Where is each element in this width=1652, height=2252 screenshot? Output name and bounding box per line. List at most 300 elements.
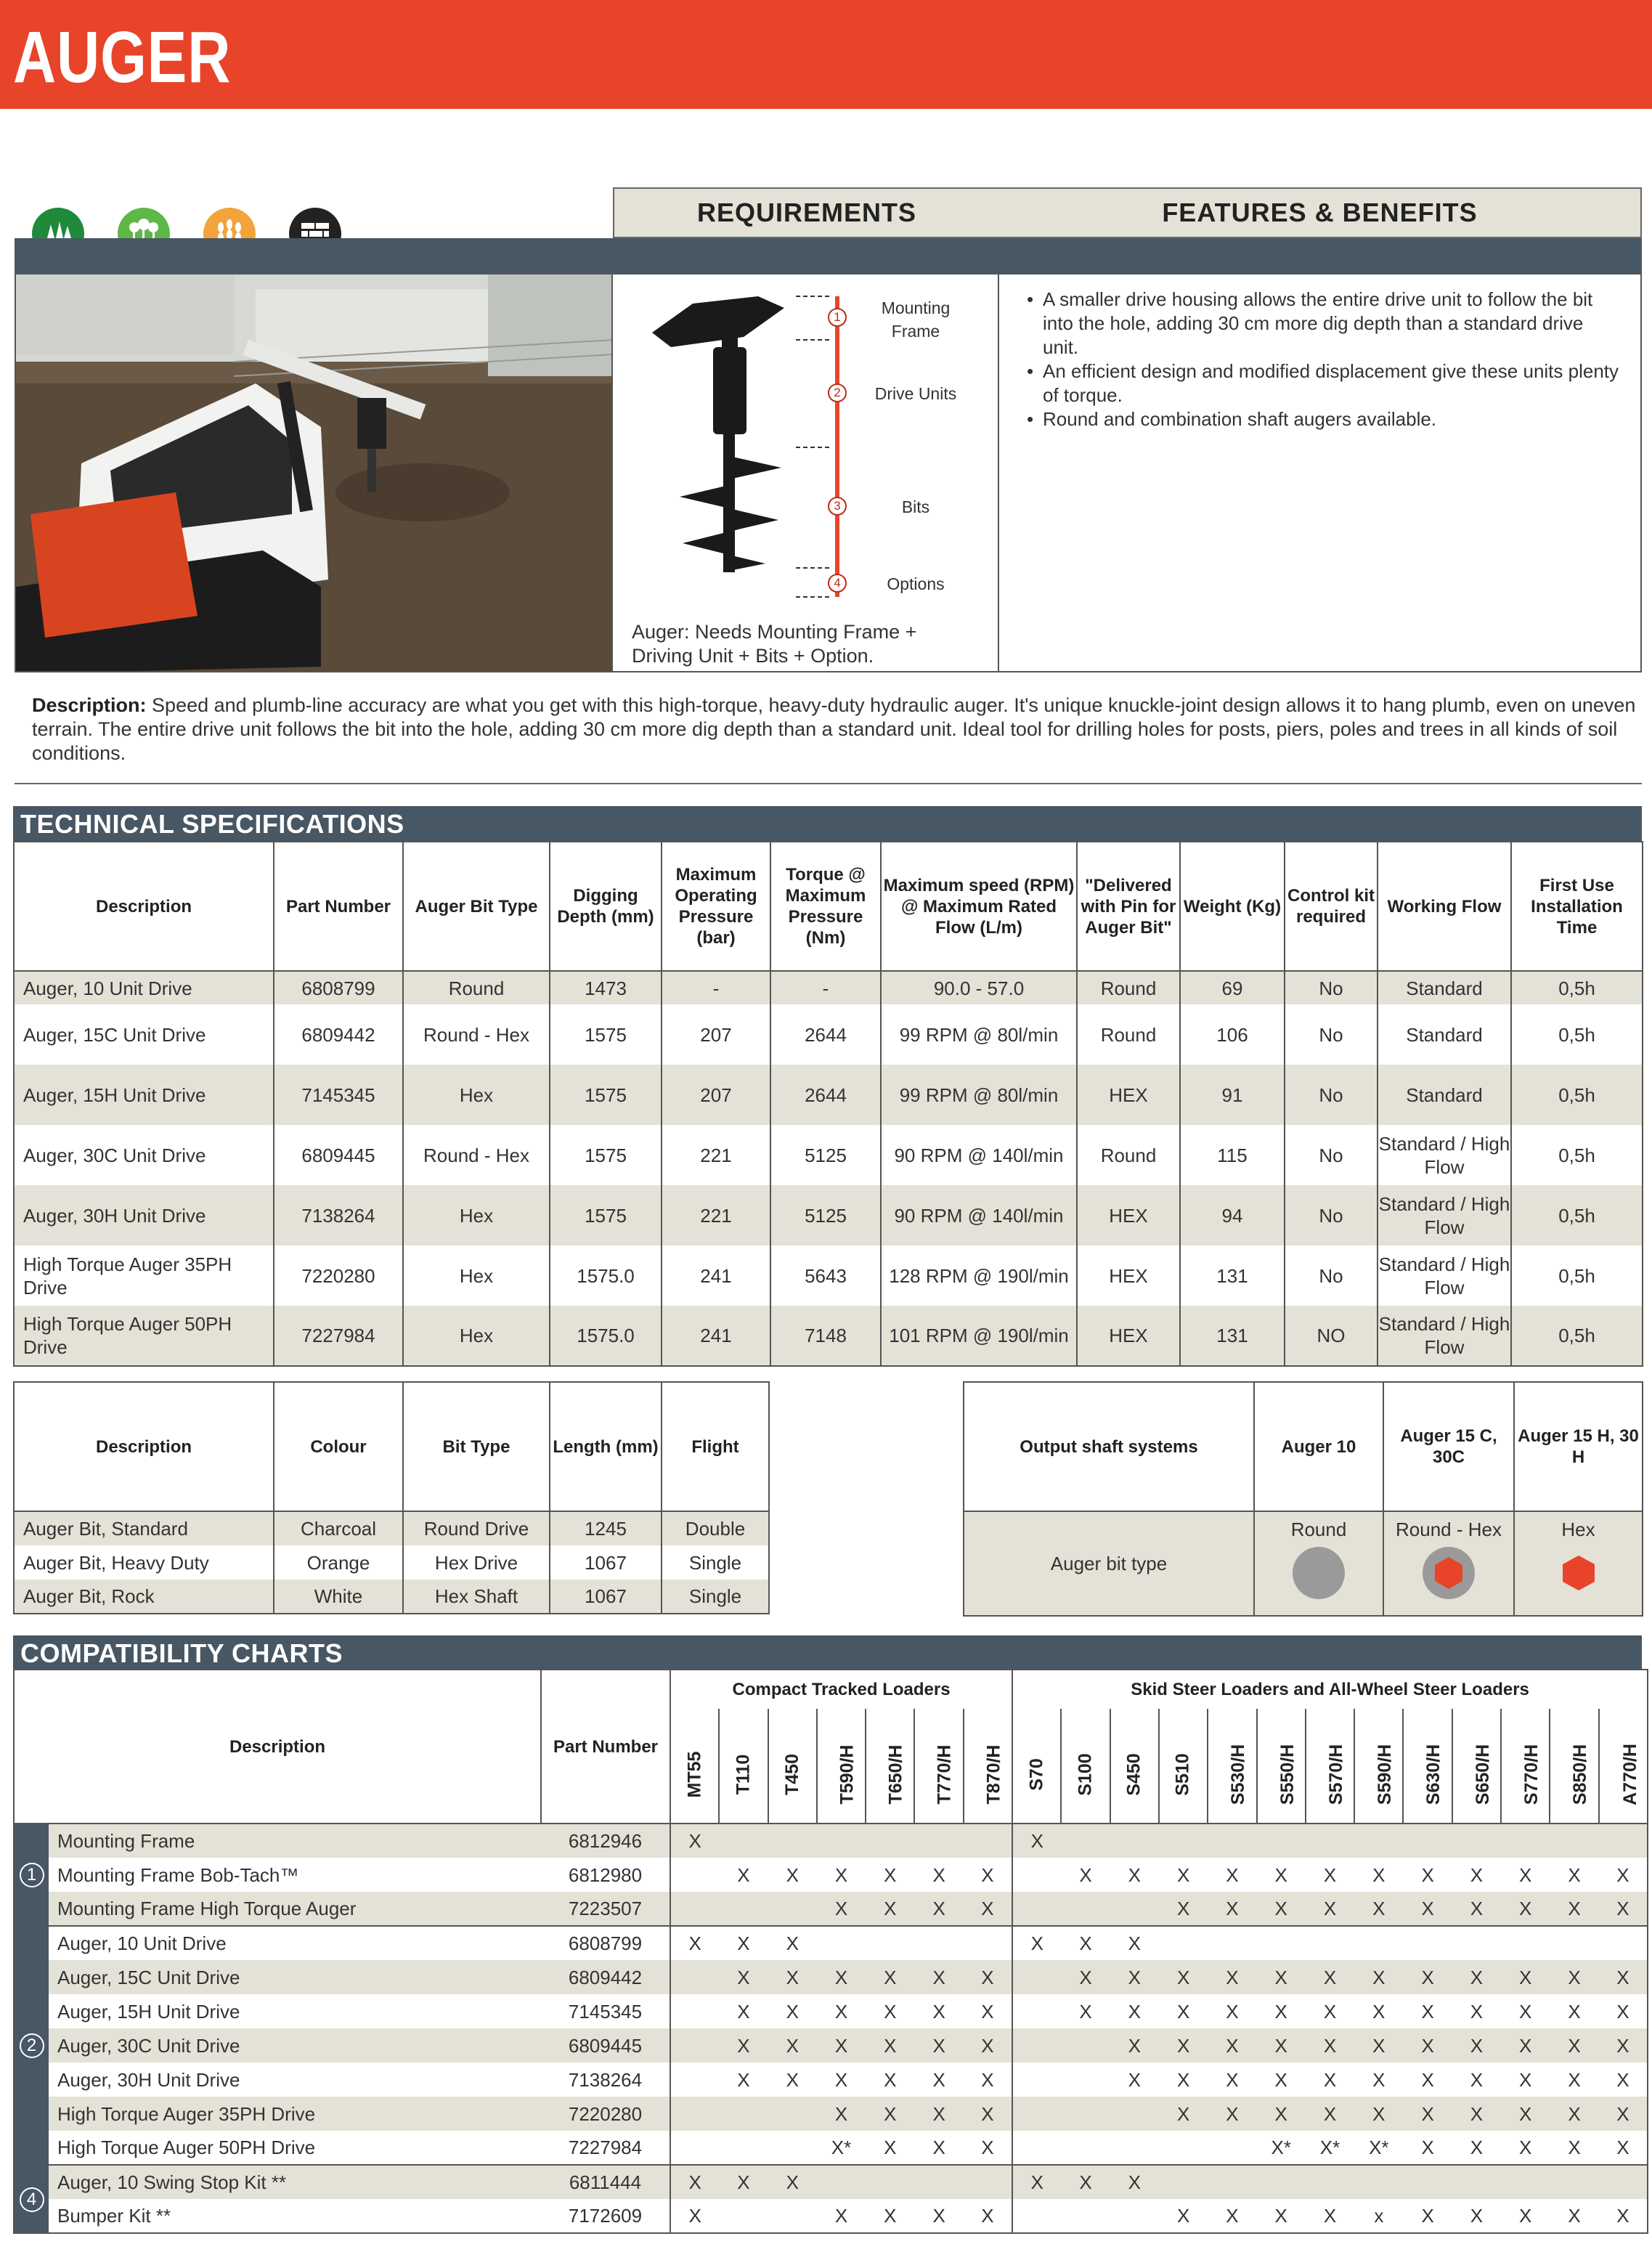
spec-cell: 1575.0: [550, 1245, 662, 1306]
table-row: [14, 2199, 1648, 2233]
model-label: S550/H: [1277, 1744, 1298, 1805]
compat-mark: X: [914, 2097, 963, 2131]
spec-cell: 0,5h: [1511, 1185, 1643, 1245]
bit-description: Auger Bit, Heavy Duty: [14, 1545, 274, 1580]
compat-mark: X: [1599, 1892, 1648, 1926]
model-label: S770/H: [1521, 1744, 1542, 1805]
table-row: [14, 1960, 1648, 1994]
divider: [15, 783, 1642, 784]
table-row: [14, 2165, 1648, 2199]
compat-mark: [670, 2131, 719, 2165]
compat-mark: X: [981, 2000, 994, 2023]
model-s630-h: [1403, 1709, 1452, 1824]
spec-cell: 0,5h: [1511, 1065, 1643, 1125]
group-marker: [14, 2165, 49, 2233]
table-row: [14, 1185, 1643, 1245]
compat-mark: X: [981, 2137, 994, 2158]
compat-mark: X: [1128, 1863, 1141, 1886]
compat-mark: X: [1061, 2165, 1110, 2199]
spec-cell: 90.0 - 57.0: [881, 971, 1077, 1004]
compat-mark: X: [1599, 1960, 1648, 1994]
compatibility-table: [13, 1669, 1648, 2234]
spec-cell: 90 RPM @ 140l/min: [881, 1185, 1077, 1245]
spec-cell: Round: [1077, 1004, 1180, 1065]
compat-mark: X: [1176, 1863, 1190, 1886]
compat-mark: X: [1012, 1824, 1061, 1858]
compat-mark: X: [914, 2028, 963, 2062]
col-delivered-pin: "Delivered with Pin for Auger Bit": [1077, 842, 1180, 971]
col-flight: Flight: [662, 1382, 769, 1511]
compat-mark: X: [1550, 2097, 1598, 2131]
compat-mark: X: [1274, 2068, 1287, 2091]
compat-mark: [1061, 2131, 1110, 2165]
model-label: A770/H: [1619, 1744, 1640, 1805]
compat-mark: X: [1519, 1863, 1532, 1886]
compat-mark: [1599, 1926, 1648, 1960]
compat-mark: X: [914, 1892, 963, 1926]
table-row: [14, 971, 1643, 1004]
bit-description: Auger Bit, Rock: [14, 1580, 274, 1614]
compat-mark: [1501, 2165, 1550, 2199]
compat-mark: X: [1616, 2137, 1629, 2158]
compat-mark: [670, 1994, 719, 2028]
col-bit-type: Auger Bit Type: [403, 842, 550, 971]
spec-cell: 1575: [550, 1004, 662, 1065]
compat-mark: [719, 1824, 768, 1858]
group-compact-tracked-loaders: Compact Tracked Loaders: [670, 1670, 1012, 1709]
spec-cell: 7145345: [274, 1065, 403, 1125]
col-description: Description: [14, 1670, 541, 1824]
compat-mark: [1012, 1892, 1061, 1926]
compat-mark: X: [964, 2028, 1012, 2062]
table-row: [14, 1926, 1648, 1960]
compat-mark: X: [670, 1824, 719, 1858]
compat-description: Mounting Frame: [49, 1824, 541, 1858]
compat-mark: X: [1501, 1892, 1550, 1926]
compat-mark: [914, 1824, 963, 1858]
col-pressure: Maximum Operating Pressure (bar): [662, 842, 770, 971]
compat-part-number: 6809445: [541, 2028, 670, 2062]
compat-mark: X: [737, 2068, 750, 2091]
compat-mark: X: [1616, 2068, 1629, 2091]
requirements-header: REQUIREMENTS: [613, 187, 1001, 238]
compat-mark: X: [817, 2028, 866, 2062]
compat-mark: X: [1568, 2068, 1581, 2091]
requirements-note: Auger: Needs Mounting Frame + Driving Unit + Bits + Option.: [632, 621, 917, 667]
compat-mark: X: [1159, 2097, 1208, 2131]
compat-mark: X: [768, 1926, 817, 1960]
output-shaft-table: [963, 1381, 1643, 1617]
spec-cell: Hex: [403, 1065, 550, 1125]
model-t450: [768, 1709, 817, 1824]
spec-cell: No: [1285, 1245, 1378, 1306]
spec-cell: Standard / High Flow: [1378, 1306, 1511, 1366]
compat-mark: [1403, 1926, 1452, 1960]
spec-cell: HEX: [1077, 1065, 1180, 1125]
compat-mark: X: [964, 1892, 1012, 1926]
model-label: T590/H: [837, 1744, 858, 1805]
auger-bits-table: [13, 1381, 770, 1614]
model-label: MT55: [684, 1751, 705, 1798]
spec-cell: Standard / High Flow: [1378, 1185, 1511, 1245]
model-s650-h: [1452, 1709, 1501, 1824]
compat-mark: X: [768, 2028, 817, 2062]
compat-mark: X: [1599, 2028, 1648, 2062]
part-label-drive-units: Drive Units: [874, 384, 957, 403]
round-shaft-icon: [1291, 1545, 1346, 1601]
model-s100: [1061, 1709, 1110, 1824]
table-row: [14, 1511, 769, 1545]
compat-mark: X: [1274, 2205, 1287, 2227]
feature-item: • Round and combination shaft augers available.: [1027, 407, 1622, 431]
spec-cell: HEX: [1077, 1245, 1180, 1306]
compat-part-number: 6808799: [541, 1926, 670, 1960]
compat-mark: [1550, 2165, 1598, 2199]
compat-description: Mounting Frame High Torque Auger: [49, 1892, 541, 1926]
spec-description: Auger, 30C Unit Drive: [14, 1125, 274, 1185]
features-list: [1027, 288, 1622, 431]
compat-mark: X: [834, 2068, 848, 2091]
bit-cell: Single: [662, 1580, 769, 1614]
compat-mark: X: [719, 1926, 768, 1960]
compat-mark: X: [1421, 2137, 1434, 2158]
compat-mark: X: [1012, 1926, 1061, 1960]
compat-mark: [670, 1858, 719, 1892]
compat-mark: X: [964, 1960, 1012, 1994]
model-label: S100: [1075, 1753, 1096, 1796]
compat-mark: [1159, 1824, 1208, 1858]
compat-mark: [1306, 1926, 1354, 1960]
spec-cell: Standard: [1378, 971, 1511, 1004]
hex-shaft-icon: [1551, 1545, 1606, 1601]
col-auger-15c-30c: Auger 15 C, 30C: [1383, 1382, 1514, 1511]
compat-mark: X: [1323, 1863, 1337, 1886]
compat-mark: [670, 1960, 719, 1994]
compat-description: Auger, 15H Unit Drive: [57, 2000, 240, 2023]
model-t590-h: [817, 1709, 866, 1824]
spec-cell: Hex: [403, 1306, 550, 1366]
compat-mark: X: [817, 2097, 866, 2131]
compat-mark: X: [1403, 2028, 1452, 2062]
compat-mark: [1452, 1926, 1501, 1960]
compat-mark: [1061, 1824, 1110, 1858]
compat-description: Auger, 10 Swing Stop Kit **: [49, 2165, 541, 2199]
compat-mark: [1306, 2165, 1354, 2199]
bit-cell: White: [274, 1580, 403, 1614]
compat-mark: [719, 2131, 768, 2165]
bit-cell: Hex Shaft: [403, 1580, 550, 1614]
model-label: S850/H: [1570, 1744, 1591, 1805]
compat-mark: X: [1501, 2028, 1550, 2062]
compat-mark: [1257, 1824, 1306, 1858]
compat-mark: [670, 2028, 719, 2062]
compat-mark: [768, 1824, 817, 1858]
compat-mark: [964, 2165, 1012, 2199]
compat-mark: X: [1452, 2028, 1501, 2062]
part-label-bits: Bits: [901, 497, 930, 516]
compat-mark: [1061, 1892, 1110, 1926]
compat-mark: X: [1110, 1960, 1159, 1994]
compat-mark: [1208, 2131, 1256, 2165]
feature-item: • An efficient design and modified displacement give these units plenty of torque.: [1027, 359, 1622, 407]
shaft-row-label: Auger bit type: [964, 1511, 1254, 1616]
col-weight: Weight (Kg): [1180, 842, 1285, 971]
spec-cell: No: [1285, 1065, 1378, 1125]
compat-mark: [964, 1926, 1012, 1960]
compat-description: Auger, 30H Unit Drive: [57, 2068, 240, 2091]
compat-mark: X: [1470, 2137, 1484, 2158]
model-s850-h: [1550, 1709, 1598, 1824]
compat-mark: X: [1568, 2000, 1581, 2023]
spec-cell: Standard: [1378, 1004, 1511, 1065]
compat-part-number: 7145345: [568, 2000, 643, 2023]
model-s770-h: [1501, 1709, 1550, 1824]
compat-mark: X: [1323, 2205, 1337, 2227]
col-digging-depth: Digging Depth (mm): [550, 842, 662, 971]
model-label: T650/H: [885, 1744, 906, 1805]
description-text: Speed and plumb-line accuracy are what you get with this high-torque, heavy-duty hydraulic auger. It's unique knuckle-joint design allows it to hang plumb, even on uneven terrain. The entire drive unit follows the bit into the hole, adding 30 cm more dig depth than a standard unit. Ideal tool for drilling holes for posts, piers, poles and trees in all kinds of soil conditions.: [32, 694, 1636, 764]
spec-description: Auger, 10 Unit Drive: [14, 971, 274, 1004]
spec-cell: 69: [1180, 971, 1285, 1004]
spec-cell: 221: [662, 1125, 770, 1185]
model-label: S630/H: [1423, 1744, 1444, 1805]
compat-mark: X: [884, 2000, 897, 2023]
bit-cell: 1067: [550, 1580, 662, 1614]
bit-cell: Orange: [274, 1545, 403, 1580]
compat-mark: [1012, 2097, 1061, 2131]
compat-mark: X: [768, 2165, 817, 2199]
model-t110: [719, 1709, 768, 1824]
compat-mark: X: [1519, 2205, 1532, 2227]
compat-mark: X: [1354, 1892, 1403, 1926]
compat-mark: X: [670, 1926, 719, 1960]
compat-mark: X: [1616, 2205, 1629, 2227]
spec-cell: 5125: [770, 1125, 881, 1185]
compat-mark: [1306, 1824, 1354, 1858]
compat-mark: [1550, 1824, 1598, 1858]
spec-description: High Torque Auger 50PH Drive: [14, 1306, 274, 1366]
compat-mark: X: [1452, 1892, 1501, 1926]
shaft-type-round-hex: Round - Hex: [1396, 1519, 1502, 1540]
table-row: [14, 1065, 1643, 1125]
model-label: T110: [733, 1754, 754, 1795]
compat-mark: [670, 1892, 719, 1926]
compat-mark: X: [1176, 2205, 1190, 2227]
col-bit-description: Description: [14, 1382, 274, 1511]
compat-mark: X: [834, 2205, 848, 2227]
compat-mark: [1012, 2062, 1061, 2097]
model-label: T770/H: [934, 1744, 955, 1805]
table-row: [14, 1306, 1643, 1366]
bit-cell: Hex Drive: [403, 1545, 550, 1580]
compat-mark: X: [670, 2165, 719, 2199]
compat-mark: X: [1599, 2097, 1648, 2131]
compat-mark: [1159, 2131, 1208, 2165]
compat-mark: [1550, 1926, 1598, 1960]
compat-mark: X: [866, 1960, 914, 1994]
section-divider-bar: [15, 238, 1642, 273]
model-s530-h: [1208, 1709, 1256, 1824]
model-a770-h: [1599, 1709, 1648, 1824]
compat-mark: X: [1421, 1863, 1434, 1886]
compat-mark: X: [1306, 2097, 1354, 2131]
col-description: Description: [14, 842, 274, 971]
spec-cell: 241: [662, 1306, 770, 1366]
compat-mark: [1061, 2199, 1110, 2233]
compat-mark: X: [1354, 2028, 1403, 2062]
compat-mark: X: [670, 2199, 719, 2233]
compat-mark: X: [1519, 2000, 1532, 2023]
spec-cell: 6808799: [274, 971, 403, 1004]
spec-cell: Hex: [403, 1245, 550, 1306]
compat-description: Bumper Kit **: [57, 2205, 171, 2227]
part-number-3: 3: [828, 497, 847, 516]
compat-mark: X: [1128, 2068, 1141, 2091]
compat-mark: [866, 2165, 914, 2199]
compat-mark: X: [884, 2137, 897, 2158]
compat-description: High Torque Auger 35PH Drive: [49, 2097, 541, 2131]
compat-header: COMPATIBILITY CHARTS: [13, 1635, 1642, 1670]
spec-description: Auger, 15H Unit Drive: [14, 1065, 274, 1125]
group-marker: [14, 1926, 49, 2165]
model-mt55: [670, 1709, 719, 1824]
table-row: [14, 2097, 1648, 2131]
compat-mark: X*: [1369, 2137, 1389, 2158]
compat-mark: x: [1374, 2205, 1384, 2227]
page-title: AUGER: [13, 17, 232, 98]
product-photo: [15, 273, 613, 672]
compat-mark: X: [1159, 1892, 1208, 1926]
table-row: [14, 1545, 769, 1580]
compat-mark: [1110, 1824, 1159, 1858]
compat-mark: X: [884, 2205, 897, 2227]
compat-mark: X: [1354, 1960, 1403, 1994]
compat-mark: [866, 1824, 914, 1858]
compat-mark: X: [884, 1863, 897, 1886]
model-t870-h: [964, 1709, 1012, 1824]
compat-part-number: 7138264: [568, 2068, 643, 2091]
compat-mark: X: [719, 1960, 768, 1994]
part-label-options: Options: [887, 574, 945, 593]
compat-mark: X: [1568, 2137, 1581, 2158]
spec-cell: 207: [662, 1065, 770, 1125]
model-s550-h: [1257, 1709, 1306, 1824]
spec-cell: 128 RPM @ 190l/min: [881, 1245, 1077, 1306]
compat-mark: X: [1372, 2068, 1386, 2091]
compat-mark: X: [1208, 2028, 1256, 2062]
spec-cell: 115: [1180, 1125, 1285, 1185]
spec-cell: 131: [1180, 1245, 1285, 1306]
model-s450: [1110, 1709, 1159, 1824]
col-output-shaft: Output shaft systems: [964, 1382, 1254, 1511]
shaft-type-round: Round: [1290, 1519, 1347, 1540]
feature-item: • A smaller drive housing allows the entire drive unit to follow the bit into the hole, adding 30 cm more dig depth than a standard drive unit.: [1027, 288, 1622, 359]
compat-mark: [1501, 1926, 1550, 1960]
compat-mark: [1452, 1824, 1501, 1858]
compat-mark: [866, 1926, 914, 1960]
compat-mark: X: [1274, 1863, 1287, 1886]
compat-mark: X: [1208, 2097, 1256, 2131]
spec-cell: 0,5h: [1511, 1306, 1643, 1366]
model-label: S650/H: [1472, 1744, 1493, 1805]
compat-part-number: 7223507: [541, 1892, 670, 1926]
compat-mark: [1257, 2165, 1306, 2199]
tech-spec-header: TECHNICAL SPECIFICATIONS: [13, 806, 1642, 841]
compat-mark: X: [1403, 1960, 1452, 1994]
compat-mark: [1012, 1960, 1061, 1994]
requirements-panel: [613, 273, 999, 672]
compat-mark: X: [1226, 2068, 1239, 2091]
compat-mark: [1012, 1994, 1061, 2028]
compat-mark: [914, 2165, 963, 2199]
compat-mark: [817, 2165, 866, 2199]
spec-cell: No: [1285, 971, 1378, 1004]
compat-mark: X: [1257, 2097, 1306, 2131]
spec-cell: Round: [1077, 971, 1180, 1004]
compat-part-number: 6811444: [541, 2165, 670, 2199]
table-row: [14, 1994, 1648, 2028]
compat-mark: X: [1421, 2068, 1434, 2091]
spec-cell: 106: [1180, 1004, 1285, 1065]
compat-part-number: 6812980: [568, 1863, 643, 1886]
compat-mark: X: [1616, 1863, 1629, 1886]
part-number-1: 1: [828, 308, 847, 327]
compat-part-number: 7220280: [541, 2097, 670, 2131]
col-length: Length (mm): [550, 1382, 662, 1511]
compat-mark: [719, 2199, 768, 2233]
col-torque: Torque @ Maximum Pressure (Nm): [770, 842, 881, 971]
compat-mark: X: [932, 1863, 945, 1886]
table-row: [14, 1892, 1648, 1926]
spec-cell: 2644: [770, 1065, 881, 1125]
compat-mark: X: [1421, 2000, 1434, 2023]
spec-cell: 0,5h: [1511, 1004, 1643, 1065]
compat-part-number: 7172609: [568, 2205, 643, 2227]
compat-mark: X: [737, 2000, 750, 2023]
model-s70: [1012, 1709, 1061, 1824]
group-skid-steer-loaders: Skid Steer Loaders and All-Wheel Steer Loaders: [1012, 1670, 1648, 1709]
compat-mark: X: [1372, 2000, 1386, 2023]
compat-mark: [1110, 1892, 1159, 1926]
spec-cell: 1575.0: [550, 1306, 662, 1366]
compat-mark: [1354, 1926, 1403, 1960]
spec-cell: 7138264: [274, 1185, 403, 1245]
compat-mark: [1208, 1926, 1256, 1960]
spec-cell: Hex: [403, 1185, 550, 1245]
spec-cell: -: [770, 971, 881, 1004]
compat-description: Auger, 15C Unit Drive: [49, 1960, 541, 1994]
compat-mark: X: [817, 1960, 866, 1994]
compat-mark: X: [1226, 1863, 1239, 1886]
compat-mark: [719, 2097, 768, 2131]
spec-description: Auger, 30H Unit Drive: [14, 1185, 274, 1245]
compat-description: Auger, 30C Unit Drive: [49, 2028, 541, 2062]
shaft-type-hex: Hex: [1561, 1519, 1595, 1540]
compat-part-number: 6812946: [541, 1824, 670, 1858]
compat-mark: X: [1568, 2205, 1581, 2227]
compat-mark: X: [1470, 2068, 1484, 2091]
compat-mark: [1208, 1824, 1256, 1858]
compat-mark: X: [1519, 2137, 1532, 2158]
compat-mark: X: [1159, 1960, 1208, 1994]
compat-mark: X: [1403, 2097, 1452, 2131]
compat-mark: [670, 2062, 719, 2097]
compat-mark: [1208, 2165, 1256, 2199]
compat-mark: [1012, 2028, 1061, 2062]
col-auger-15h-30h: Auger 15 H, 30 H: [1514, 1382, 1643, 1511]
title-banner: [0, 0, 1652, 109]
compat-mark: X: [932, 2205, 945, 2227]
